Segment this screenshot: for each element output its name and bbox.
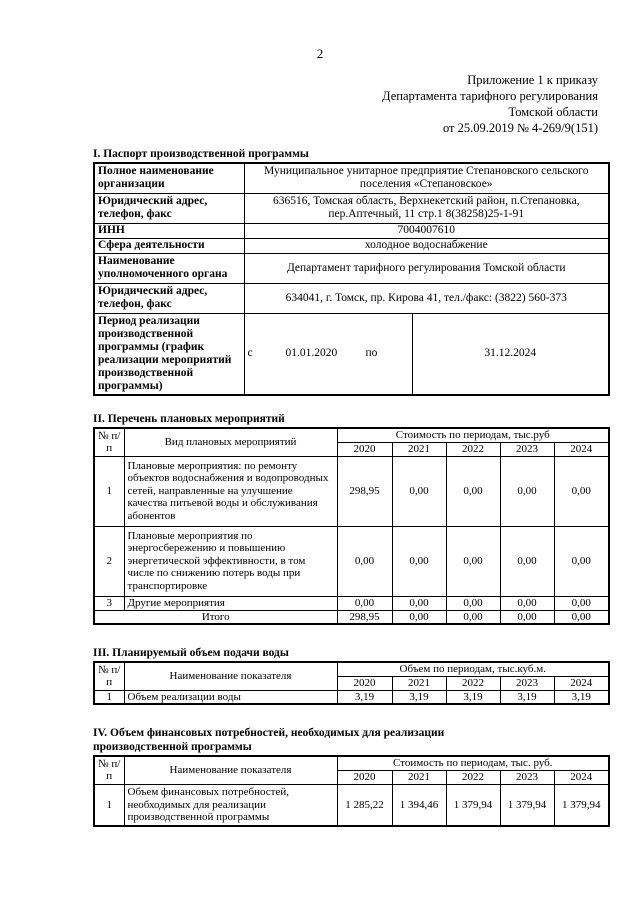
table-row — [94, 193, 609, 223]
table-header-row — [94, 662, 609, 676]
section2-title: II. Перечень плановых мероприятий — [93, 413, 285, 425]
year-header: 2023 — [500, 770, 554, 784]
period-from-word: с — [247, 347, 253, 360]
table-row — [94, 253, 609, 283]
year-header: 2021 — [392, 770, 446, 784]
row-label: ИНН — [94, 223, 244, 238]
cell: 0,00 — [446, 596, 500, 610]
row-value: 634041, г. Томск, пр. Кирова 41, тел./факс: (3822) 560-373 — [244, 283, 609, 313]
row-label: Сфера деятельности — [94, 238, 244, 253]
col-header-name: Вид плановых мероприятий — [124, 428, 337, 456]
cell: 1 394,46 — [392, 784, 446, 826]
cell: 0,00 — [500, 596, 554, 610]
cell: 0,00 — [392, 596, 446, 610]
appendix-line-1: Приложение 1 к приказу — [467, 73, 598, 87]
col-header-volume: Объем по периодам, тыс.куб.м. — [337, 662, 609, 676]
cell: 0,00 — [500, 610, 554, 624]
row-name: Объем финансовых потребностей, необходимых для реализации производственной программы — [124, 784, 337, 826]
section4-title-line1: IV. Объем финансовых потребностей, необходимых для реализации — [93, 727, 445, 739]
row-name: Другие мероприятия — [124, 596, 337, 610]
row-value: Муниципальное унитарное предприятие Степановского сельского поселения «Степановское» — [244, 163, 609, 193]
total-row — [94, 610, 609, 624]
table-row — [94, 163, 609, 193]
table-row — [94, 596, 609, 610]
cell: 3,19 — [446, 690, 500, 704]
col-header-no: № п/п — [94, 428, 124, 456]
row-value: Департамент тарифного регулирования Томской области — [244, 253, 609, 283]
section4-title-line2: производственной программы — [93, 741, 252, 753]
row-value: 636516, Томская область, Верхнекетский район, п.Степановка, пер.Аптечный, 11 стр.1 8(38258)25-1-91 — [244, 193, 609, 223]
table-row — [94, 690, 609, 704]
row-name: Плановые мероприятия по энергосбережению и повышению энергетической эффективности, в том числе по снижению потерь воды при транспортировке — [124, 526, 337, 596]
row-no: 1 — [94, 690, 124, 704]
financial-needs-table — [93, 755, 610, 827]
total-label: Итого — [94, 610, 337, 624]
year-header: 2024 — [554, 442, 609, 456]
year-header: 2024 — [554, 770, 609, 784]
period-to-date: 31.12.2024 — [412, 313, 609, 395]
section3-title: III. Планируемый объем подачи воды — [93, 647, 289, 659]
cell: 0,00 — [392, 526, 446, 596]
cell: 0,00 — [392, 456, 446, 526]
row-name: Плановые мероприятия: по ремонту объектов водоснабжения и водопроводных сетей, направленные на улучшение качества питьевой воды и обслуживания абонентов — [124, 456, 337, 526]
year-header: 2024 — [554, 676, 609, 690]
period-from — [244, 313, 412, 395]
row-no: 2 — [94, 526, 124, 596]
cell: 0,00 — [446, 610, 500, 624]
cell: 3,19 — [392, 690, 446, 704]
passport-table — [93, 162, 610, 396]
table-row — [94, 283, 609, 313]
cell: 0,00 — [500, 456, 554, 526]
cell: 0,00 — [337, 526, 392, 596]
cell: 1 379,94 — [554, 784, 609, 826]
year-header: 2023 — [500, 442, 554, 456]
year-header: 2021 — [392, 442, 446, 456]
year-header: 2020 — [337, 770, 392, 784]
appendix-header — [382, 72, 598, 136]
table-row — [94, 238, 609, 253]
row-label: Юридический адрес, телефон, факс — [94, 193, 244, 223]
col-header-name: Наименование показателя — [124, 662, 337, 690]
row-value: 7004007610 — [244, 223, 609, 238]
year-header: 2020 — [337, 442, 392, 456]
measures-table — [93, 427, 610, 625]
cell: 0,00 — [392, 610, 446, 624]
row-no: 1 — [94, 784, 124, 826]
row-no: 1 — [94, 456, 124, 526]
appendix-line-2: Департамента тарифного регулирования — [382, 89, 598, 103]
cell: 3,19 — [500, 690, 554, 704]
water-volume-table — [93, 661, 610, 705]
col-header-cost: Стоимость по периодам, тыс. руб. — [337, 756, 609, 770]
col-header-name: Наименование показателя — [124, 756, 337, 784]
table-row — [94, 223, 609, 238]
cell: 0,00 — [446, 456, 500, 526]
row-name: Объем реализации воды — [124, 690, 337, 704]
cell: 1 285,22 — [337, 784, 392, 826]
page-number: 2 — [316, 46, 324, 61]
row-label: Юридический адрес, телефон, факс — [94, 283, 244, 313]
table-row — [94, 526, 609, 596]
year-header: 2022 — [446, 770, 500, 784]
col-header-no: № п/п — [94, 662, 124, 690]
table-row — [94, 784, 609, 826]
section1-title: I. Паспорт производственной программы — [93, 148, 309, 160]
row-label: Полное наименование организации — [94, 163, 244, 193]
appendix-line-3: Томской области — [508, 105, 598, 119]
table-header-row — [94, 428, 609, 442]
cell: 3,19 — [337, 690, 392, 704]
row-no: 3 — [94, 596, 124, 610]
row-value: холодное водоснабжение — [244, 238, 609, 253]
cell: 0,00 — [446, 526, 500, 596]
cell: 1 379,94 — [446, 784, 500, 826]
cell: 0,00 — [554, 610, 609, 624]
cell: 0,00 — [554, 596, 609, 610]
period-label: Период реализации производственной программы (график реализации мероприятий производственной программы) — [94, 313, 244, 395]
appendix-line-4: от 25.09.2019 № 4-269/9(151) — [442, 121, 598, 135]
col-header-cost: Стоимость по периодам, тыс.руб — [337, 428, 609, 442]
year-header: 2022 — [446, 676, 500, 690]
cell: 0,00 — [500, 526, 554, 596]
cell: 0,00 — [554, 456, 609, 526]
year-header: 2022 — [446, 442, 500, 456]
year-header: 2020 — [337, 676, 392, 690]
col-header-no: № п/п — [94, 756, 124, 784]
year-header: 2023 — [500, 676, 554, 690]
cell: 0,00 — [337, 596, 392, 610]
section4-title — [93, 726, 444, 754]
row-label: Наименование уполномоченного органа — [94, 253, 244, 283]
table-row — [94, 456, 609, 526]
period-to-word: по — [365, 347, 378, 360]
cell: 298,95 — [337, 456, 392, 526]
year-header: 2021 — [392, 676, 446, 690]
cell: 298,95 — [337, 610, 392, 624]
cell: 3,19 — [554, 690, 609, 704]
table-row — [94, 313, 609, 395]
period-from-date: 01.01.2020 — [285, 347, 338, 360]
table-header-row — [94, 756, 609, 770]
cell: 1 379,94 — [500, 784, 554, 826]
cell: 0,00 — [554, 526, 609, 596]
